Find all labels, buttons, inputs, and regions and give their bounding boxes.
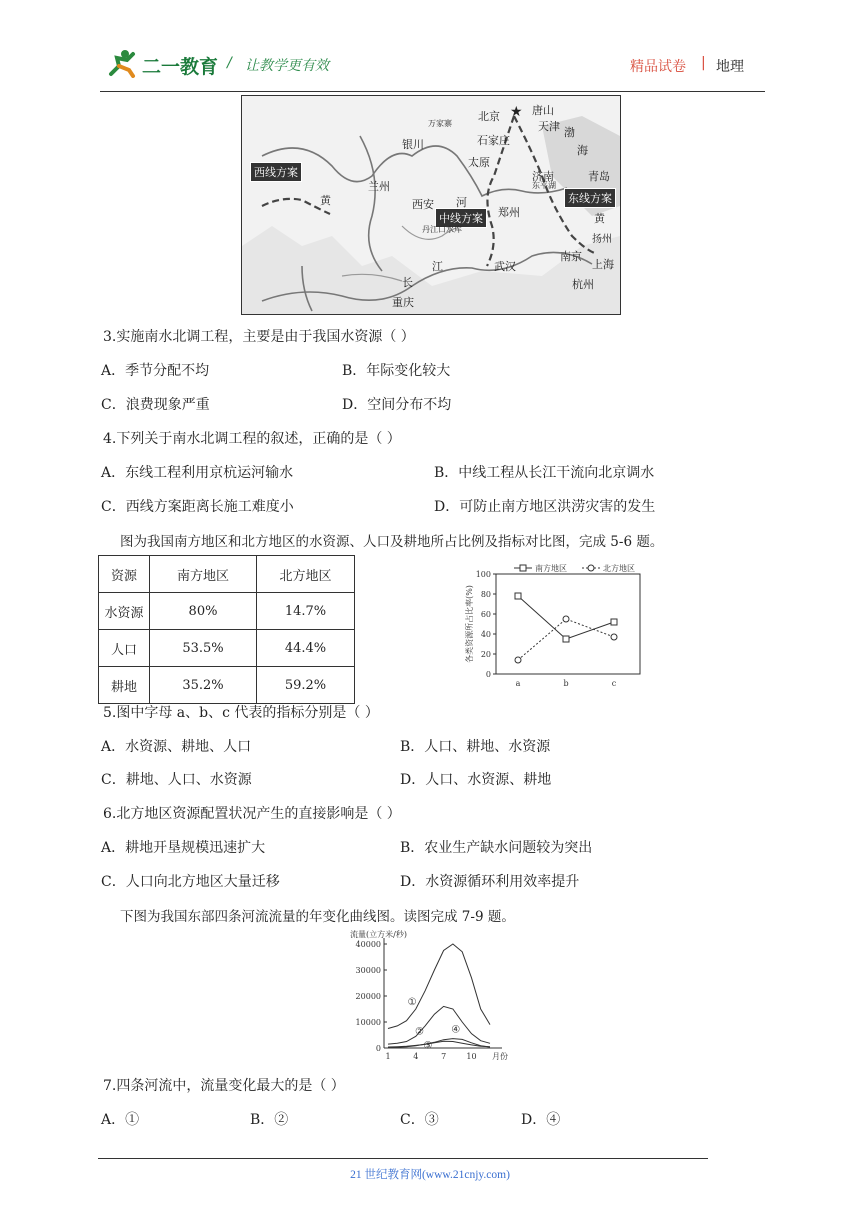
label-hangzhou: 杭州 <box>572 278 594 291</box>
intro-7-9: 下图为我国东部四条河流流量的年变化曲线图。读图完成 7-9 题。 <box>120 909 515 925</box>
series-label: ② <box>415 1026 425 1038</box>
data-point <box>515 593 521 599</box>
y-tick-label: 20 <box>480 650 491 659</box>
label-zhengzhou: 郑州 <box>498 206 520 219</box>
q7-option-c[interactable]: C．③ <box>400 1112 439 1128</box>
series-label: ③ <box>423 1040 433 1052</box>
q4-option-d[interactable]: D．可防止南方地区洪涝灾害的发生 <box>434 499 656 515</box>
label-xian: 西安 <box>412 198 434 211</box>
label-taiyuan: 太原 <box>468 156 490 169</box>
q7-option-d[interactable]: D．④ <box>521 1112 561 1128</box>
series-line <box>388 1006 490 1044</box>
table-row <box>99 667 355 704</box>
table-cell: 59.2% <box>257 667 355 704</box>
table-cell: 80% <box>150 593 257 630</box>
tag-east: 东线方案 <box>564 188 616 208</box>
table-cell: 44.4% <box>257 630 355 667</box>
x-tick-label: c <box>611 679 617 688</box>
logo-text: 二一教育 <box>142 56 219 78</box>
table-row <box>99 593 355 630</box>
y-axis-label: 流量(立方米/秒) <box>350 930 407 939</box>
y-tick-label: 0 <box>485 670 491 679</box>
q5-option-d[interactable]: D．人口、水资源、耕地 <box>400 772 552 788</box>
table-cell: 35.2% <box>150 667 257 704</box>
label-tangshan: 唐山 <box>532 104 554 117</box>
label-wanjiazhai: 万家寨 <box>428 119 452 128</box>
x-tick-label: b <box>563 679 569 688</box>
q7-option-a[interactable]: A．① <box>101 1112 140 1128</box>
q3-option-d[interactable]: D．空间分布不均 <box>342 397 452 413</box>
y-axis-label: 各类资源所占比率(%) <box>465 585 474 663</box>
label-chang: 长 <box>402 276 413 289</box>
label-bohai: 渤 <box>564 126 575 139</box>
slogan-divider: / <box>227 55 232 71</box>
beijing-star-icon: ★ <box>510 104 523 120</box>
resource-ratio-chart <box>458 560 648 695</box>
table-cell: 53.5% <box>150 630 257 667</box>
footer-link[interactable]: 21 世纪教育网(www.21cnjy.com) <box>350 1169 510 1181</box>
legend-marker <box>588 565 594 571</box>
x-tick-label: a <box>515 679 521 688</box>
header-tag: 精品试卷 <box>630 59 686 75</box>
header-slogan: 让教学更有效 <box>245 58 329 74</box>
y-tick-label: 80 <box>480 590 491 599</box>
table-header-cell: 北方地区 <box>257 556 355 593</box>
legend-label: 北方地区 <box>603 564 635 573</box>
table-cell: 水资源 <box>99 593 150 630</box>
label-lanzhou: 兰州 <box>368 180 390 193</box>
label-huang: 黄 <box>320 194 331 207</box>
label-yinchuan: 银川 <box>402 138 424 151</box>
label-beijing: 北京 <box>478 110 500 123</box>
q3-option-c[interactable]: C．浪费现象严重 <box>101 397 210 413</box>
y-tick-label: 60 <box>480 610 491 619</box>
label-dongpinghu: 东平湖 <box>532 181 556 190</box>
x-tick-label: 4 <box>413 1052 419 1061</box>
table-header-cell: 资源 <box>99 556 150 593</box>
y-tick-label: 10000 <box>355 1018 381 1027</box>
label-chongqing: 重庆 <box>392 296 414 309</box>
data-point <box>563 636 569 642</box>
q6-option-a[interactable]: A．耕地开垦规模迅速扩大 <box>101 840 266 856</box>
y-tick-label: 30000 <box>355 966 381 975</box>
q4-option-c[interactable]: C．西线方案距离长施工难度小 <box>101 499 294 515</box>
q6-option-b[interactable]: B．农业生产缺水问题较为突出 <box>400 840 593 856</box>
y-tick-label: 40000 <box>355 940 381 949</box>
header <box>100 40 765 94</box>
q7-option-b[interactable]: B．② <box>250 1112 289 1128</box>
x-tick-label: 1 <box>385 1052 391 1061</box>
legend-marker <box>520 565 526 571</box>
q6-stem: 6.北方地区资源配置状况产生的直接影响是（ ） <box>103 806 401 822</box>
q6-option-c[interactable]: C．人口向北方地区大量迁移 <box>101 874 280 890</box>
q4-option-b[interactable]: B．中线工程从长江干流向北京调水 <box>434 465 655 481</box>
legend-label: 南方地区 <box>535 564 567 573</box>
series-label: ④ <box>451 1024 461 1036</box>
x-tick-label: 7 <box>441 1052 447 1061</box>
label-jinan: 济南 <box>532 170 554 183</box>
label-he: 河 <box>456 196 467 209</box>
q3-stem: 3.实施南水北调工程，主要是由于我国水资源（ ） <box>103 329 415 345</box>
south-north-water-map <box>241 95 621 315</box>
table-header-cell: 南方地区 <box>150 556 257 593</box>
intro-5-6: 图为我国南方地区和北方地区的水资源、人口及耕地所占比例及指标对比图，完成 5-6 题。 <box>120 534 664 550</box>
data-point <box>611 634 617 640</box>
river-flow-chart <box>344 928 524 1068</box>
label-hai: 海 <box>577 144 588 157</box>
y-tick-label: 100 <box>475 570 491 579</box>
table-cell: 耕地 <box>99 667 150 704</box>
q5-option-a[interactable]: A．水资源、耕地、人口 <box>101 739 252 755</box>
label-jiang: 江 <box>432 260 443 273</box>
q6-option-d[interactable]: D．水资源循环利用效率提升 <box>400 874 580 890</box>
q7-stem: 7.四条河流中，流量变化最大的是（ ） <box>103 1078 345 1094</box>
table-cell: 人口 <box>99 630 150 667</box>
y-tick-label: 0 <box>375 1044 381 1053</box>
q3-option-a[interactable]: A．季节分配不均 <box>101 363 210 379</box>
q4-stem: 4.下列关于南水北调工程的叙述，正确的是（ ） <box>103 431 401 447</box>
data-point <box>563 616 569 622</box>
label-qingdao: 青岛 <box>588 170 610 183</box>
label-wuhan: 武汉 <box>494 260 516 273</box>
table-row <box>99 630 355 667</box>
header-divider: | <box>701 55 706 71</box>
q5-option-b[interactable]: B．人口、耕地、水资源 <box>400 739 551 755</box>
y-tick-label: 40 <box>480 630 491 639</box>
label-tianjin: 天津 <box>538 120 560 133</box>
header-rule <box>100 91 765 92</box>
header-subject: 地理 <box>716 59 744 75</box>
table-header-row <box>99 556 355 593</box>
table-cell: 14.7% <box>257 593 355 630</box>
footer-rule <box>98 1158 708 1159</box>
q5-option-c[interactable]: C．耕地、人口、水资源 <box>101 772 252 788</box>
label-yangzhou: 扬州 <box>592 234 612 245</box>
q4-option-a[interactable]: A．东线工程利用京杭运河输水 <box>101 465 294 481</box>
q3-option-b[interactable]: B．年际变化较大 <box>342 363 451 379</box>
logo-runner-icon <box>105 48 139 78</box>
label-shanghai: 上海 <box>592 258 614 271</box>
x-axis-label: 月份 <box>492 1052 508 1061</box>
tag-middle: 中线方案 <box>435 208 487 228</box>
q5-stem: 5.图中字母 a、b、c 代表的指标分别是（ ） <box>103 705 379 721</box>
label-huanghai: 黄 <box>594 212 605 225</box>
label-danjiangkou: 丹江口水库 <box>422 225 462 234</box>
y-tick-label: 20000 <box>355 992 381 1001</box>
data-point <box>611 619 617 625</box>
tag-west: 西线方案 <box>250 162 302 182</box>
data-point <box>515 657 521 663</box>
label-shijiazhuang: 石家庄 <box>477 134 510 147</box>
series-label: ① <box>407 997 417 1008</box>
series-line <box>388 944 490 1029</box>
label-nanjing: 南京 <box>560 250 582 263</box>
x-tick-label: 10 <box>466 1052 477 1061</box>
resource-table <box>98 555 355 704</box>
